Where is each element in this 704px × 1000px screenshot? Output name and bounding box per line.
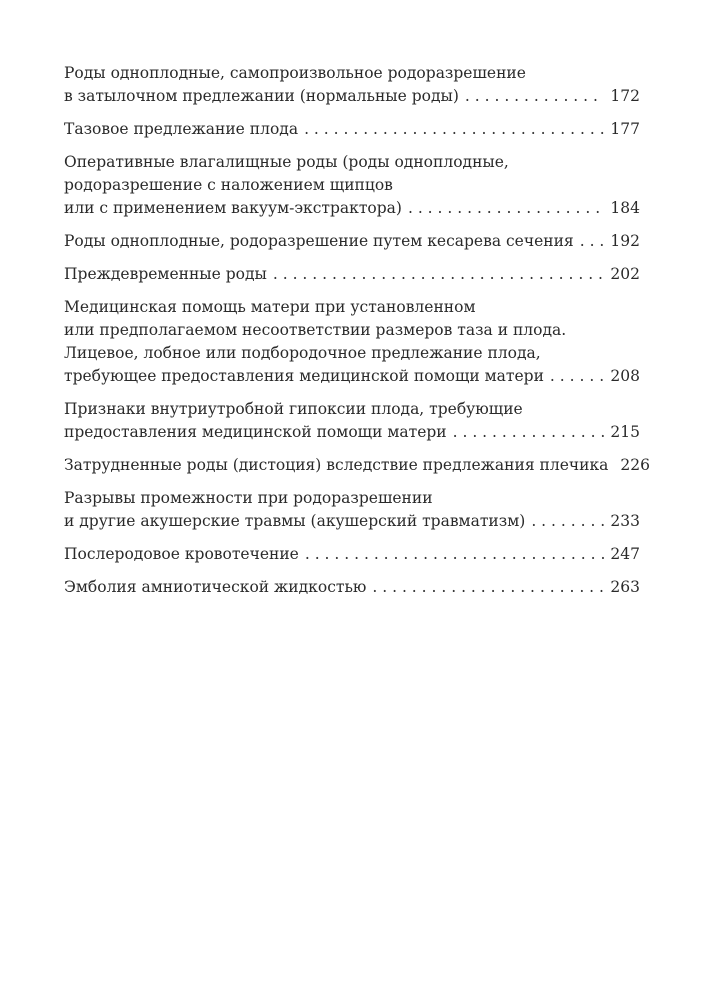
toc-entry-title-line: в затылочном предлежании (нормальные роды) <box>64 87 459 105</box>
toc-entry-title-line: Медицинская помощь матери при установленном <box>64 298 476 316</box>
toc-page-number: 192 <box>610 232 640 250</box>
toc-page-number: 215 <box>610 423 640 441</box>
toc-entry[interactable] <box>64 487 640 533</box>
toc-entry-title-line: предоставления медицинской помощи матери <box>64 423 447 441</box>
toc-page-number: 208 <box>610 367 640 385</box>
dot-leader <box>305 543 605 566</box>
toc-page-number: 247 <box>610 545 640 563</box>
toc-entry-title-line: Признаки внутриутробной гипоксии плода, требующие <box>64 400 523 418</box>
toc-entry[interactable] <box>64 454 650 477</box>
toc-page-number: 263 <box>610 578 640 596</box>
toc-entry-title-line: Лицевое, лобное или подбородочное предлежание плода, <box>64 344 541 362</box>
toc-entry[interactable] <box>64 62 640 108</box>
dot-leader <box>550 365 604 388</box>
toc-entry-title-line: Послеродовое кровотечение <box>64 545 299 563</box>
dot-leader <box>304 118 604 141</box>
toc-entry-title-line: родоразрешение с наложением щипцов <box>64 176 393 194</box>
toc-entry-title-line: или предполагаемом несоответствии размеров таза и плода. <box>64 321 567 339</box>
toc-entry-title-line: Затрудненные роды (дистоция) вследствие предлежания плечика <box>64 456 609 474</box>
dot-leader <box>453 421 605 444</box>
toc-entry-title-line: или с применением вакуум-экстрактора) <box>64 199 402 217</box>
toc-page-number: 226 <box>620 456 650 474</box>
table-of-contents <box>64 62 650 609</box>
toc-entry[interactable] <box>64 296 640 388</box>
toc-entry-title-line: Оперативные влагалищные роды (роды одноплодные, <box>64 153 509 171</box>
toc-entry[interactable] <box>64 543 640 566</box>
dot-leader <box>273 263 605 286</box>
toc-page-number: 172 <box>610 87 640 105</box>
toc-entry-title-line: Разрывы промежности при родоразрешении <box>64 489 433 507</box>
dot-leader <box>465 85 605 108</box>
dot-leader <box>580 230 605 253</box>
toc-entry[interactable] <box>64 576 640 599</box>
toc-entry-title-line: и другие акушерские травмы (акушерский травматизм) <box>64 512 526 530</box>
toc-entry[interactable] <box>64 118 640 141</box>
dot-leader <box>531 510 604 533</box>
toc-entry[interactable] <box>64 151 640 220</box>
toc-entry[interactable] <box>64 398 640 444</box>
toc-page-number: 184 <box>610 199 640 217</box>
toc-entry-title-line: Тазовое предлежание плода <box>64 120 299 138</box>
toc-entry-title-line: Роды одноплодные, родоразрешение путем кесарева сечения <box>64 232 574 250</box>
toc-entry[interactable] <box>64 230 640 253</box>
toc-page-number: 233 <box>610 512 640 530</box>
toc-entry-title-line: Эмболия амниотической жидкостью <box>64 578 367 596</box>
toc-page-number: 177 <box>610 120 640 138</box>
dot-leader <box>372 576 604 599</box>
toc-page-number: 202 <box>610 265 640 283</box>
toc-entry-title-line: Роды одноплодные, самопроизвольное родоразрешение <box>64 64 526 82</box>
toc-entry-title-line: требующее предоставления медицинской помощи матери <box>64 367 544 385</box>
toc-entry-title-line: Преждевременные роды <box>64 265 267 283</box>
dot-leader <box>408 197 604 220</box>
toc-entry[interactable] <box>64 263 640 286</box>
